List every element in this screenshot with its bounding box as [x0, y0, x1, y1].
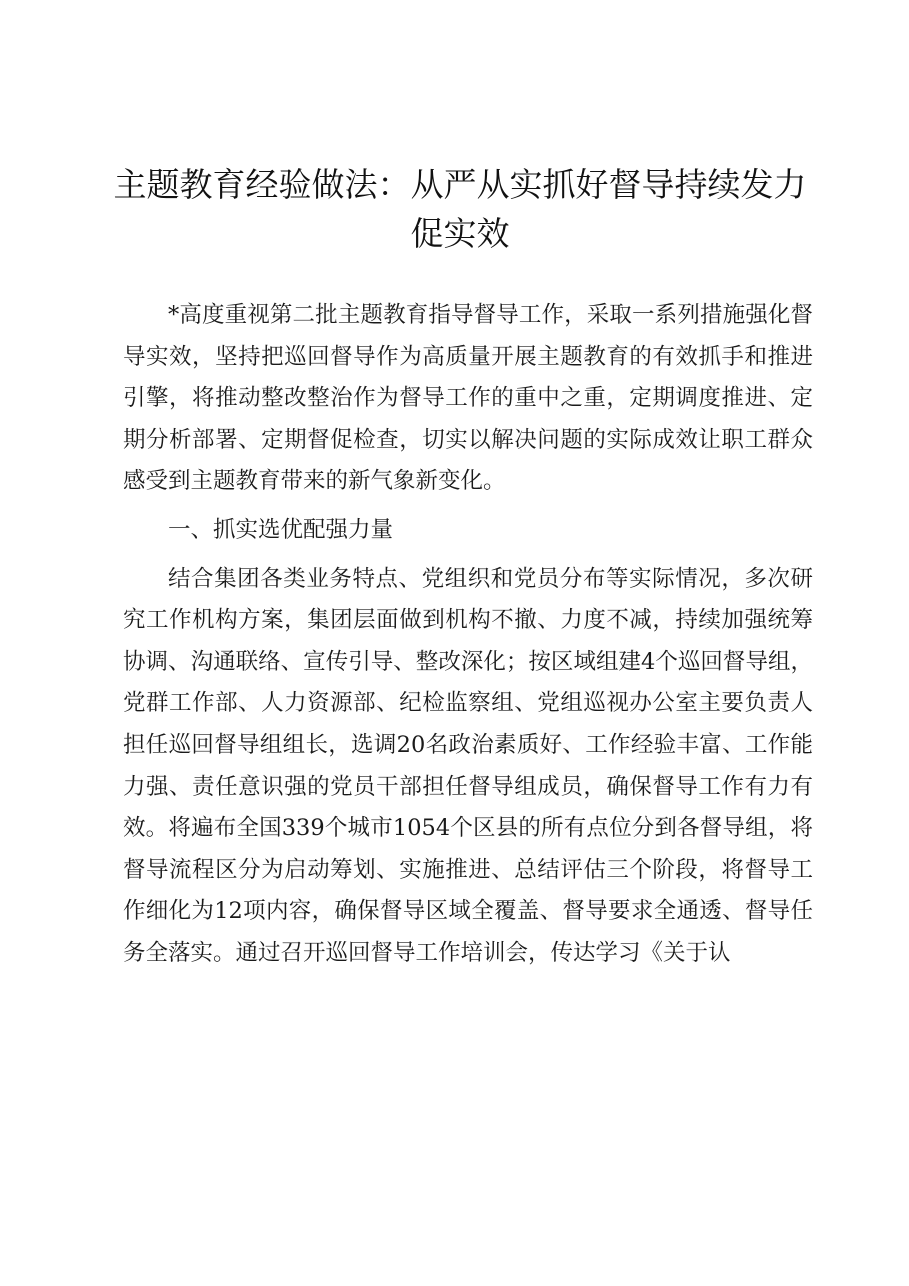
document-title: 主题教育经验做法：从严从实抓好督导持续发力促实效 [113, 165, 807, 253]
intro-paragraph: *高度重视第二批主题教育指导督导工作，采取一系列措施强化督导实效，坚持把巡回督导作为高质量开展主题教育的有效抓手和推进引擎，将推动整改整治作为督导工作的重中之重，定期调度推进、定期分析部署、定期督促检查，切实以解决问题的实际成效让职工群众感受到主题教育带来的新气象新变化。 [123, 302, 813, 495]
document-body [123, 295, 813, 975]
section-heading: 一、抓实选优配强力量 [168, 516, 394, 543]
body-paragraph: 结合集团各类业务特点、党组织和党员分布等实际情况，多次研究工作机构方案，集团层面做到机构不撤、力度不减，持续加强统筹协调、沟通联络、宣传引导、整改深化；按区域组建4个巡回督导组，党群工作部、人力资源部、纪检监察组、党组巡视办公室主要负责人担任巡回督导组组长，选调20名政治素质好、工作经验丰富、工作能力强、责任意识强的党员干部担任督导组成员，确保督导工作有力有效。将遍布全国339个城市1054个区县的所有点位分到各督导组，将督导流程区分为启动筹划、实施推进、总结评估三个阶段，将督导工作细化为12项内容，确保督导区域全覆盖、督导要求全通透、督导任务全落实。通过召开巡回督导工作培训会，传达学习《关于认 [123, 565, 813, 966]
